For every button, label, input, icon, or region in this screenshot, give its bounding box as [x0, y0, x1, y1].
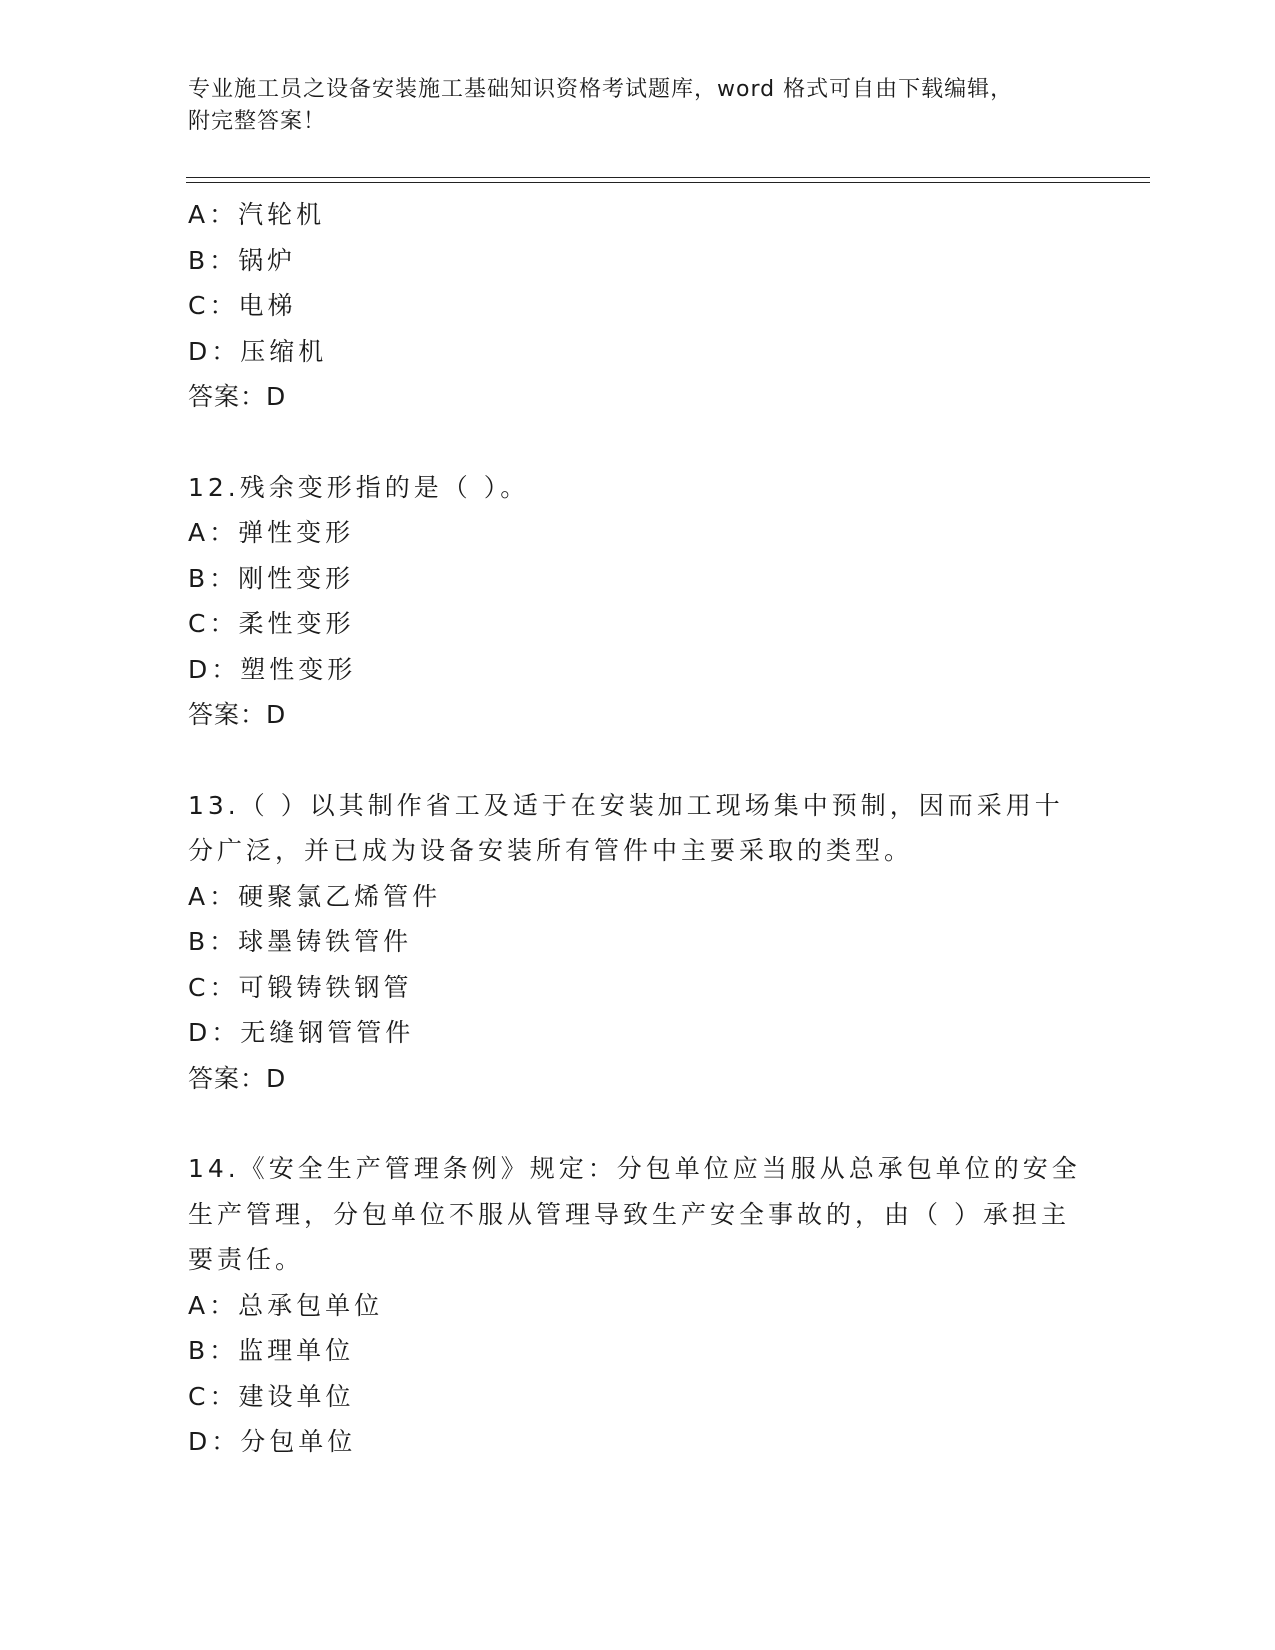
- option-d: D：压缩机: [188, 336, 328, 366]
- question-stem-line-1: 14.《安全生产管理条例》规定：分包单位应当服从总承包单位的安全: [188, 1154, 1081, 1183]
- option-b: B：监理单位: [188, 1336, 355, 1365]
- option-d: D：塑性变形: [188, 654, 357, 684]
- answer-line: 答案：D: [188, 1063, 287, 1093]
- option-b: B：锅炉: [188, 245, 297, 275]
- option-c: C：建设单位: [188, 1381, 355, 1411]
- header-title-line-1: 专业施工员之设备安装施工基础知识资格考试题库，word 格式可自由下载编辑，: [188, 77, 1014, 102]
- option-d: D：分包单位: [188, 1427, 357, 1456]
- option-d: D：无缝钢管管件: [188, 1018, 415, 1047]
- question-stem-line-1: 13.（ ）以其制作省工及适于在安装加工现场集中预制，因而采用十: [188, 790, 1064, 820]
- spacer: [188, 1101, 1088, 1146]
- question-stem-line-3: 要责任。: [188, 1245, 305, 1274]
- answer-line: 答案：D: [188, 700, 287, 729]
- question-stem: 12.残余变形指的是（ ）。: [188, 472, 530, 502]
- option-a: A：总承包单位: [188, 1290, 384, 1320]
- header-divider-top: [186, 177, 1150, 178]
- option-a: A：汽轮机: [188, 200, 326, 229]
- header-title-line-2: 附完整答案！: [188, 109, 327, 134]
- option-c: C：柔性变形: [188, 609, 355, 638]
- option-b: B：刚性变形: [188, 563, 355, 593]
- question-11: [188, 192, 1088, 420]
- option-a: A：弹性变形: [188, 518, 355, 547]
- question-list: [188, 192, 1088, 1465]
- question-stem-line-2: 分广泛，并已成为设备安装所有管件中主要采取的类型。: [188, 836, 914, 865]
- question-12: [188, 465, 1088, 738]
- question-13: [188, 783, 1088, 1102]
- spacer: [188, 738, 1088, 783]
- answer-line: 答案：D: [188, 382, 287, 411]
- question-stem-line-2: 生产管理，分包单位不服从管理导致生产安全事故的，由（ ）承担主: [188, 1199, 1070, 1229]
- option-c: C：可锻铸铁钢管: [188, 972, 413, 1002]
- header-divider-bottom: [186, 182, 1150, 183]
- option-c: C：电梯: [188, 291, 297, 320]
- option-a: A：硬聚氯乙烯管件: [188, 881, 442, 911]
- question-14: [188, 1146, 1088, 1465]
- document-header: [188, 74, 1088, 138]
- option-b: B：球墨铸铁管件: [188, 927, 413, 956]
- spacer: [188, 420, 1088, 465]
